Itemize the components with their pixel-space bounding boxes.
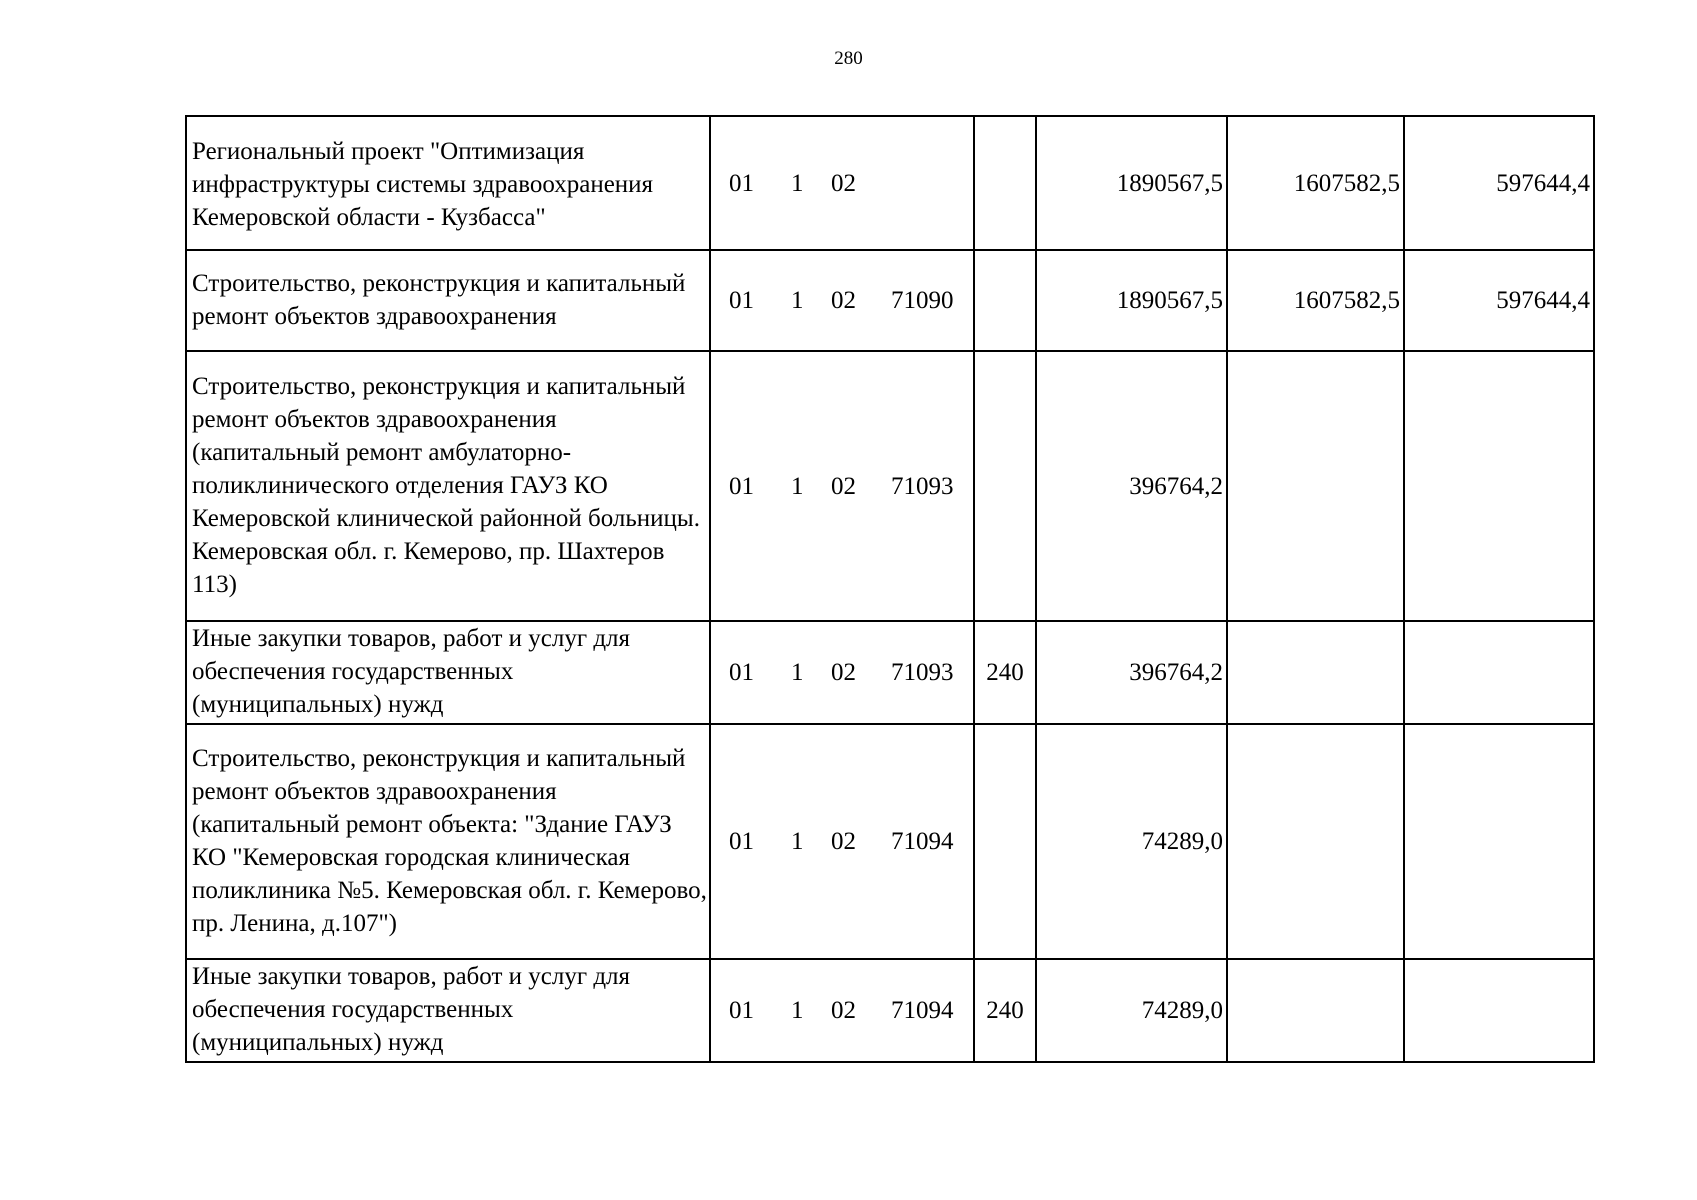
code-subprogram: 1 — [791, 287, 804, 314]
row-amount-2 — [1227, 724, 1404, 959]
row-expense-type — [974, 116, 1036, 250]
row-amount-3: 597644,4 — [1404, 250, 1594, 351]
code-subprogram: 1 — [791, 997, 804, 1024]
code-direction: 71094 — [891, 828, 954, 855]
row-amount-1: 74289,0 — [1036, 724, 1227, 959]
code-program: 01 — [729, 828, 754, 855]
row-amount-1: 1890567,5 — [1036, 116, 1227, 250]
row-name: Строительство, реконструкция и капитальный ремонт объектов здравоохранения — [186, 250, 710, 351]
code-program: 01 — [729, 659, 754, 686]
code-program: 01 — [729, 472, 754, 500]
table-row — [186, 724, 1594, 959]
code-event: 02 — [831, 828, 856, 855]
code-event: 02 — [831, 997, 856, 1024]
code-program: 01 — [729, 997, 754, 1024]
row-name: Региональный проект "Оптимизация инфраструктуры системы здравоохранения Кемеровской области - Кузбасса" — [186, 116, 710, 250]
row-code — [710, 959, 974, 1062]
code-direction: 71090 — [891, 287, 954, 314]
row-amount-2: 1607582,5 — [1227, 250, 1404, 351]
page-number: 280 — [834, 48, 863, 69]
row-expense-type: 240 — [974, 621, 1036, 724]
row-name: Иные закупки товаров, работ и услуг для обеспечения государственных (муниципальных) нужд — [186, 959, 710, 1062]
row-amount-2: 1607582,5 — [1227, 116, 1404, 250]
row-amount-3 — [1404, 959, 1594, 1062]
code-event: 02 — [831, 287, 856, 314]
code-subprogram: 1 — [791, 659, 804, 686]
table-row — [186, 351, 1594, 621]
row-amount-3 — [1404, 621, 1594, 724]
row-code — [710, 724, 974, 959]
code-program: 01 — [729, 287, 754, 314]
code-subprogram: 1 — [791, 472, 804, 500]
code-direction: 71094 — [891, 997, 954, 1024]
code-subprogram: 1 — [791, 828, 804, 855]
row-name: Иные закупки товаров, работ и услуг для обеспечения государственных (муниципальных) нужд — [186, 621, 710, 724]
row-expense-type — [974, 250, 1036, 351]
row-expense-type: 240 — [974, 959, 1036, 1062]
row-code — [710, 250, 974, 351]
code-direction: 71093 — [891, 659, 954, 686]
row-amount-3: 597644,4 — [1404, 116, 1594, 250]
row-amount-3 — [1404, 724, 1594, 959]
row-expense-type — [974, 351, 1036, 621]
table-row — [186, 959, 1594, 1062]
code-program: 01 — [729, 169, 754, 197]
table-row — [186, 621, 1594, 724]
row-name: Строительство, реконструкция и капитальный ремонт объектов здравоохранения (капитальный ремонт амбулаторно-поликлинического отделения ГАУЗ КО Кемеровской клинической районной больницы. Кемеровская обл. г. Кемерово, пр. Шахтеров 113) — [186, 351, 710, 621]
row-amount-1: 396764,2 — [1036, 351, 1227, 621]
code-event: 02 — [831, 169, 856, 197]
row-amount-1: 1890567,5 — [1036, 250, 1227, 351]
row-amount-2 — [1227, 351, 1404, 621]
row-amount-2 — [1227, 959, 1404, 1062]
code-direction: 71093 — [891, 472, 954, 500]
row-expense-type — [974, 724, 1036, 959]
row-name: Строительство, реконструкция и капитальный ремонт объектов здравоохранения (капитальный ремонт объекта: "Здание ГАУЗ КО "Кемеровская городская клиническая поликлиника №5. Кемеровская обл. г. Кемерово, пр. Ленина, д.107") — [186, 724, 710, 959]
code-event: 02 — [831, 472, 856, 500]
code-event: 02 — [831, 659, 856, 686]
row-amount-1: 396764,2 — [1036, 621, 1227, 724]
table-row — [186, 116, 1594, 250]
code-subprogram: 1 — [791, 169, 804, 197]
row-amount-2 — [1227, 621, 1404, 724]
row-code — [710, 116, 974, 250]
table-row — [186, 250, 1594, 351]
row-amount-3 — [1404, 351, 1594, 621]
row-code — [710, 351, 974, 621]
row-code — [710, 621, 974, 724]
row-amount-1: 74289,0 — [1036, 959, 1227, 1062]
budget-table — [185, 115, 1595, 1063]
